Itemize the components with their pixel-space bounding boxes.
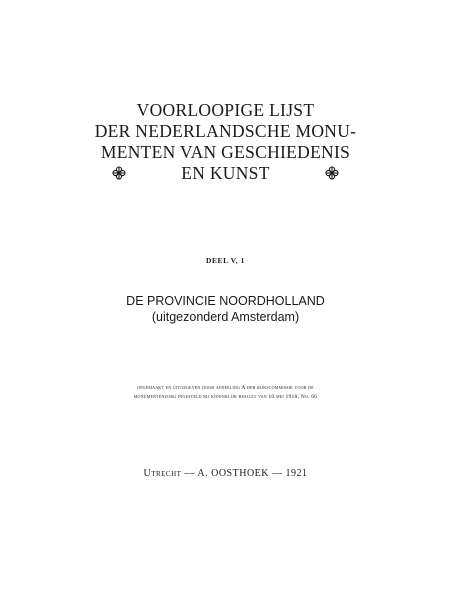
quatrefoil-cross-ornament-icon [112,166,126,180]
book-title [0,100,451,184]
volume-label: DEEL V, 1 [205,256,246,265]
title-line-4: EN KUNST [181,163,270,183]
imprint-separator: — [184,468,195,479]
title-line-4-row [0,163,451,184]
province-name: DE PROVINCIE NOORDHOLLAND [126,294,325,308]
imprint-publisher: A. OOSTHOEK [197,468,269,479]
imprint-year: 1921 [285,468,308,479]
imprint-separator: — [272,468,283,479]
publication-note-line-1: opgemaakt en uitgegeven door afdeeling A der rijkscommissie voor de [137,385,314,391]
quatrefoil-cross-ornament-icon [325,166,339,180]
imprint-place: Utrecht [143,468,182,479]
title-line-1: VOORLOOPIGE LIJST [136,100,315,120]
title-line-2: DER NEDERLANDSCHE MONU- [94,121,357,141]
imprint [0,468,451,479]
title-line-3: MENTEN VAN GESCHIEDENIS [100,142,351,162]
province-note: (uitgezonderd Amsterdam) [151,310,300,324]
publication-note-line-2: monumentenzorg ingesteld bij koninklijk besluit van 10 mei 1918, No. 66 [133,394,318,400]
province-heading [0,293,451,325]
publication-note [0,384,451,402]
